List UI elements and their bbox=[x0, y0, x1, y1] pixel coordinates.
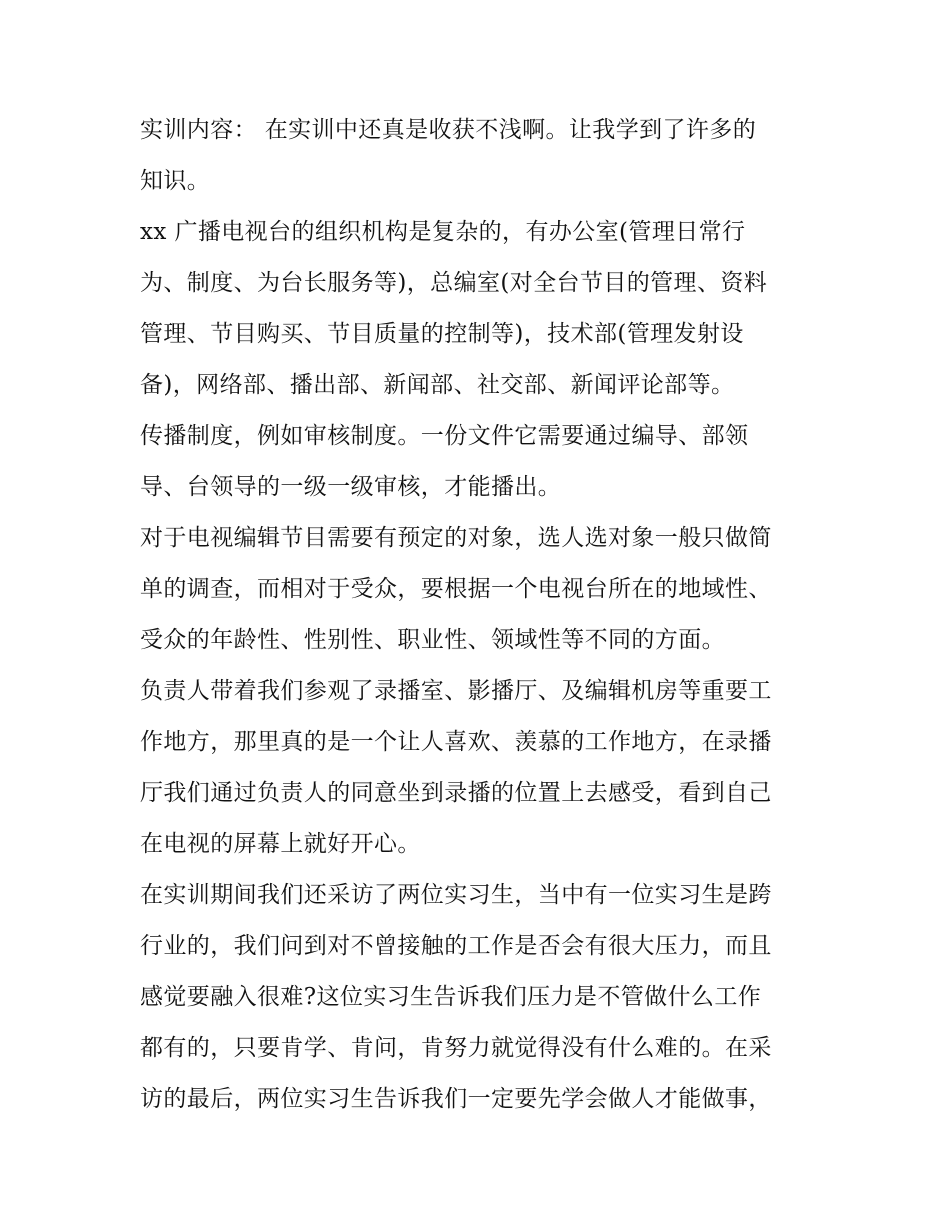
text-line: 厅我们通过负责人的同意坐到录播的位置上去感受，看到自己 bbox=[140, 780, 772, 806]
text-line: 访的最后，两位实习生告诉我们一定要先学会做人才能做事， bbox=[140, 1086, 772, 1112]
text-line: 对于电视编辑节目需要有预定的对象，选人选对象一般只做简 bbox=[140, 525, 772, 551]
text-line: 行业的，我们问到对不曾接触的工作是否会有很大压力，而且 bbox=[140, 933, 772, 959]
text-line: 实训内容： 在实训中还真是收获不浅啊。让我学到了许多的 bbox=[140, 117, 757, 143]
text-line: 在电视的屏幕上就好开心。 bbox=[140, 831, 421, 857]
text-line: 在实训期间我们还采访了两位实习生，当中有一位实习生是跨 bbox=[140, 882, 772, 908]
text-line: 为、制度、为台长服务等)，总编室(对全台节目的管理、资料 bbox=[140, 270, 768, 296]
text-line: xx 广播电视台的组织机构是复杂的，有办公室(管理日常行 bbox=[140, 219, 746, 245]
text-line: 管理、节目购买、节目质量的控制等)，技术部(管理发射设 bbox=[140, 321, 744, 347]
text-line: 作地方，那里真的是一个让人喜欢、羡慕的工作地方，在录播 bbox=[140, 729, 772, 755]
document-body bbox=[140, 105, 820, 1125]
text-line: 单的调查，而相对于受众，要根据一个电视台所在的地域性、 bbox=[140, 576, 772, 602]
text-line: 都有的，只要肯学、肯问，肯努力就觉得没有什么难的。在采 bbox=[140, 1035, 772, 1061]
text-line: 备)，网络部、播出部、新闻部、社交部、新闻评论部等。 bbox=[140, 372, 735, 398]
text-line: 传播制度，例如审核制度。一份文件它需要通过编导、部领 bbox=[140, 423, 749, 449]
text-line: 知识。 bbox=[140, 168, 211, 194]
text-line: 负责人带着我们参观了录播室、影播厅、及编辑机房等重要工 bbox=[140, 678, 772, 704]
text-line: 受众的年龄性、性别性、职业性、领域性等不同的方面。 bbox=[140, 627, 725, 653]
text-line: 导、台领导的一级一级审核，才能播出。 bbox=[140, 474, 562, 500]
text-line: 感觉要融入很难?这位实习生告诉我们压力是不管做什么工作 bbox=[140, 984, 762, 1010]
